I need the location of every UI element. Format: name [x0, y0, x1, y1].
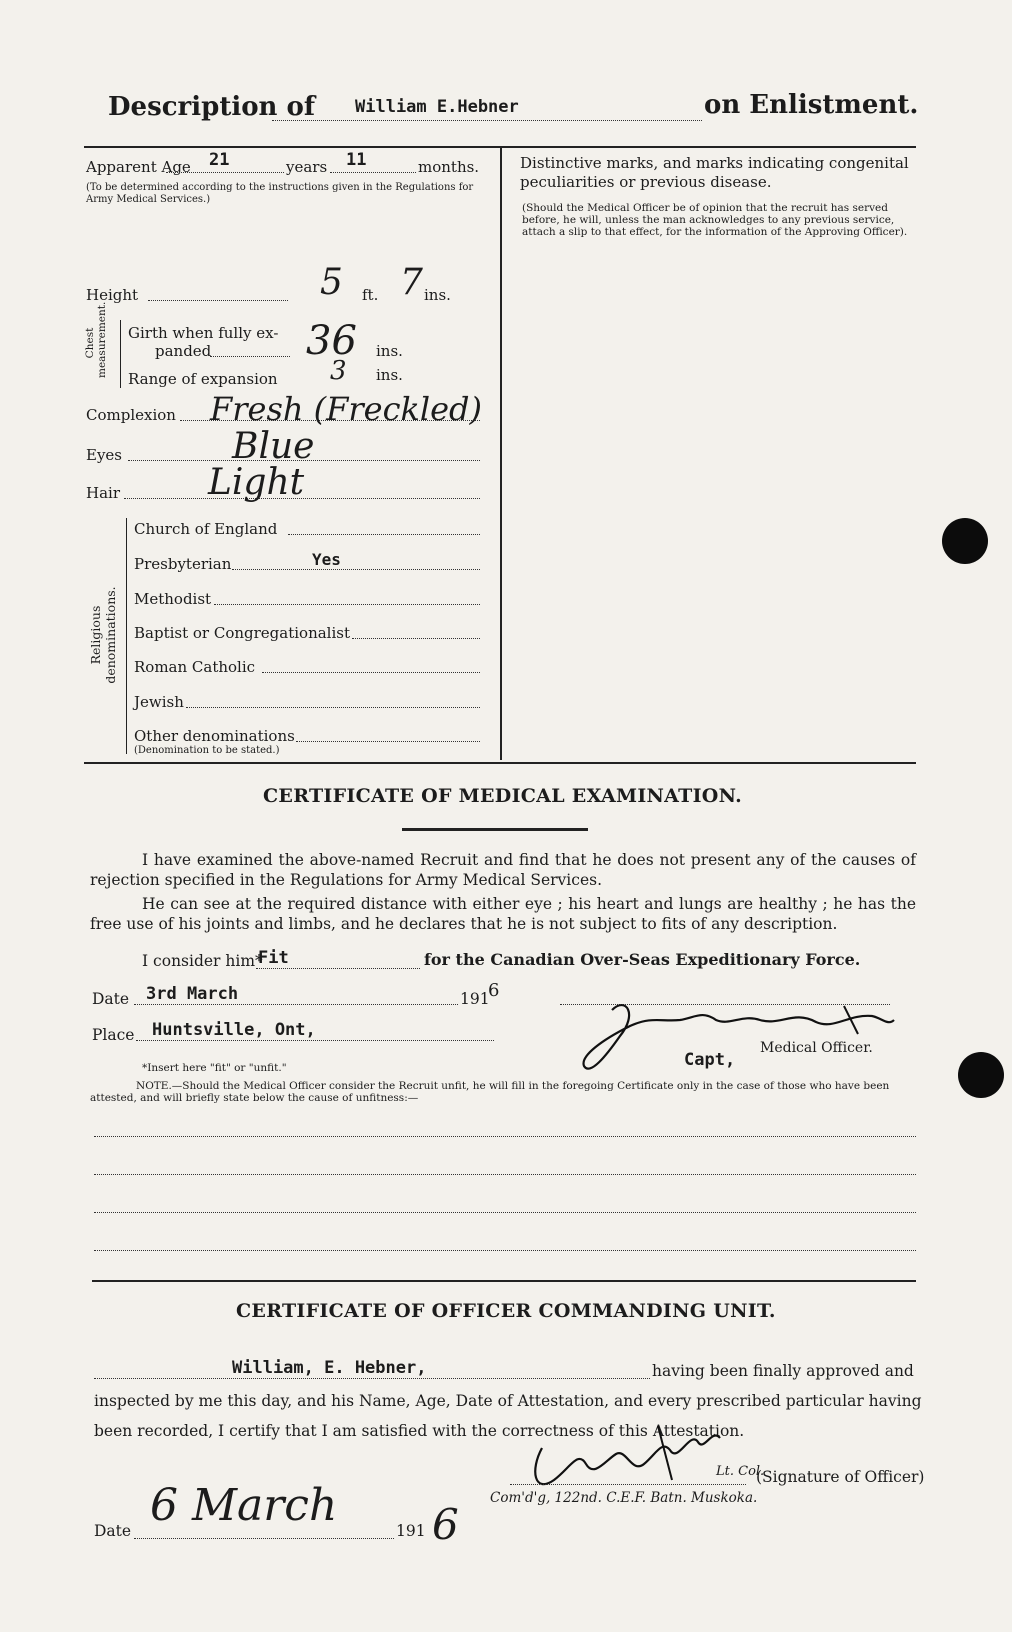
baptist-line — [352, 638, 480, 639]
recruit-name: William E.Hebner — [355, 97, 519, 117]
description-of-label: Description of — [108, 92, 316, 122]
eyes-value: Blue — [232, 426, 315, 467]
medical-date-label: Date — [92, 990, 130, 1008]
unfit-reason-line-3 — [94, 1212, 916, 1213]
name-line — [272, 120, 702, 121]
roman-catholic-label: Roman Catholic — [134, 658, 256, 676]
distinctive-marks-label: Distinctive marks, and marks indicating congenital peculiarities or previous disease. — [520, 154, 909, 191]
consider-him-label: I consider him* — [142, 952, 263, 970]
fitness-line — [256, 968, 420, 969]
other-denominations-note: (Denomination to be stated.) — [134, 745, 280, 756]
commanding-signature-line — [510, 1484, 746, 1485]
commanding-line-1-end: having been finally approved and — [652, 1362, 914, 1380]
girth-ins-label: ins. — [376, 342, 403, 360]
chest-bracket — [120, 320, 121, 388]
unfit-reason-line-4 — [94, 1250, 916, 1251]
baptist-label: Baptist or Congregationalist — [134, 624, 350, 642]
commanding-officer-rank: Lt. Col. — [716, 1464, 765, 1479]
commanding-date-line — [134, 1538, 394, 1539]
other-denominations-line — [296, 741, 480, 742]
medical-paragraph-2: He can see at the required distance with either eye ; his heart and lungs are healthy ; he has the free use of his joints and limbs, and he declares that he is not subject to fits of any description. — [90, 895, 916, 933]
presbyterian-label: Presbyterian — [134, 555, 232, 573]
unfit-reason-line-2 — [94, 1174, 916, 1175]
months-label: months. — [418, 158, 480, 176]
commanding-year-suffix: 6 — [432, 1500, 459, 1549]
medical-certificate-title: CERTIFICATE OF MEDICAL EXAMINATION. — [263, 785, 743, 807]
apparent-age-label: Apparent Age — [86, 158, 191, 176]
roman-catholic-line — [262, 672, 480, 673]
medical-title-underline — [402, 828, 588, 831]
medical-officer-label: Medical Officer. — [760, 1040, 873, 1056]
range-value: 3 — [330, 356, 347, 386]
girth-label-2: panded — [155, 342, 212, 360]
age-years-line — [166, 172, 284, 173]
hair-value: Light — [208, 462, 305, 503]
signature-of-officer-label: (Signature of Officer) — [756, 1468, 925, 1486]
complexion-value: Fresh (Freckled) — [210, 390, 483, 428]
unfit-reason-line-1 — [94, 1136, 916, 1137]
age-note: (To be determined according to the instructions given in the Regulations for Army Medical Services.) — [86, 182, 474, 205]
age-years-value: 21 — [209, 150, 230, 170]
medical-year-prefix: 191 — [460, 990, 490, 1008]
complexion-label: Complexion — [86, 406, 176, 424]
years-label: years — [286, 158, 328, 176]
place-label: Place — [92, 1026, 135, 1044]
commanding-certificate-title: CERTIFICATE OF OFFICER COMMANDING UNIT. — [236, 1300, 776, 1322]
unit-stamp: Com'd'g, 122nd. C.E.F. Batn. Muskoka. — [490, 1490, 758, 1506]
column-divider — [500, 148, 502, 760]
place-value: Huntsville, Ont, — [152, 1020, 316, 1040]
methodist-label: Methodist — [134, 590, 212, 608]
previous-service-note: (Should the Medical Officer be of opinion that the recruit has served before, he will, unless the man acknowledges to any previous service, attach a slip to that effect, for the information of the Approving Officer). — [522, 202, 908, 238]
commanding-date-label: Date — [94, 1522, 132, 1540]
commanding-date-value: 6 March — [150, 1480, 338, 1531]
on-enlistment-label: on Enlistment. — [704, 90, 919, 120]
height-lead-line — [148, 300, 288, 301]
commanding-name-line — [94, 1378, 650, 1379]
height-ft-value: 5 — [320, 262, 343, 303]
medical-date-line — [134, 1004, 458, 1005]
church-of-england-line — [288, 534, 480, 535]
girth-line — [210, 356, 290, 357]
medical-year-suffix: 6 — [488, 980, 500, 1001]
height-label: Height — [86, 286, 139, 304]
medical-paragraph-1: I have examined the above-named Recruit and find that he does not present any of the causes of rejection specified in the Regulations for Army Medical Services. — [90, 851, 916, 889]
girth-value: 36 — [306, 318, 357, 364]
ft-label: ft. — [362, 286, 379, 304]
fitness-value: Fit — [258, 948, 289, 968]
chest-measurement-label: Chest measurement. — [84, 301, 108, 378]
medical-officer-rank: Capt, — [684, 1050, 736, 1070]
range-label: Range of expansion — [128, 370, 278, 388]
medical-date-value: 3rd March — [146, 984, 239, 1004]
place-line — [136, 1040, 494, 1041]
commanding-year-prefix: 191 — [396, 1522, 426, 1540]
presbyterian-value: Yes — [312, 550, 341, 569]
eyes-label: Eyes — [86, 446, 122, 464]
age-months-line — [330, 172, 416, 173]
unfit-note: NOTE.—Should the Medical Officer consider the Recruit unfit, he will fill in the foregoing Certificate only in the case of those who have been attested, and will briefly state below the cause of unfitness:— — [90, 1080, 890, 1104]
punch-hole-top — [942, 518, 988, 564]
age-months-value: 11 — [346, 150, 367, 170]
expeditionary-force-text: for the Canadian Over-Seas Expeditionary Force. — [424, 950, 861, 969]
other-denominations-label: Other denominations — [134, 727, 295, 745]
presbyterian-line — [232, 569, 480, 570]
religion-bracket — [126, 518, 127, 754]
methodist-line — [214, 604, 480, 605]
church-of-england-label: Church of England — [134, 520, 278, 538]
commanding-name-value: William, E. Hebner, — [232, 1358, 427, 1378]
section-rule-2 — [92, 1280, 916, 1282]
religious-denominations-label: Religious denominations. — [88, 586, 118, 684]
hair-label: Hair — [86, 484, 120, 502]
commanding-line-2: inspected by me this day, and his Name, Age, Date of Attestation, and every prescribed particular having — [94, 1392, 922, 1410]
jewish-label: Jewish — [134, 693, 184, 711]
range-ins-label: ins. — [376, 366, 403, 384]
punch-hole-bottom — [958, 1052, 1004, 1098]
section-rule-1 — [84, 762, 916, 764]
height-ins-value: 7 — [400, 262, 423, 303]
height-ins-label: ins. — [424, 286, 451, 304]
jewish-line — [186, 707, 480, 708]
commanding-line-3: been recorded, I certify that I am satisfied with the correctness of this Attestation. — [94, 1422, 745, 1440]
medical-officer-signature — [582, 996, 902, 1080]
insert-fit-note: *Insert here "fit" or "unfit." — [142, 1062, 287, 1074]
girth-label-1: Girth when fully ex- — [128, 324, 279, 342]
